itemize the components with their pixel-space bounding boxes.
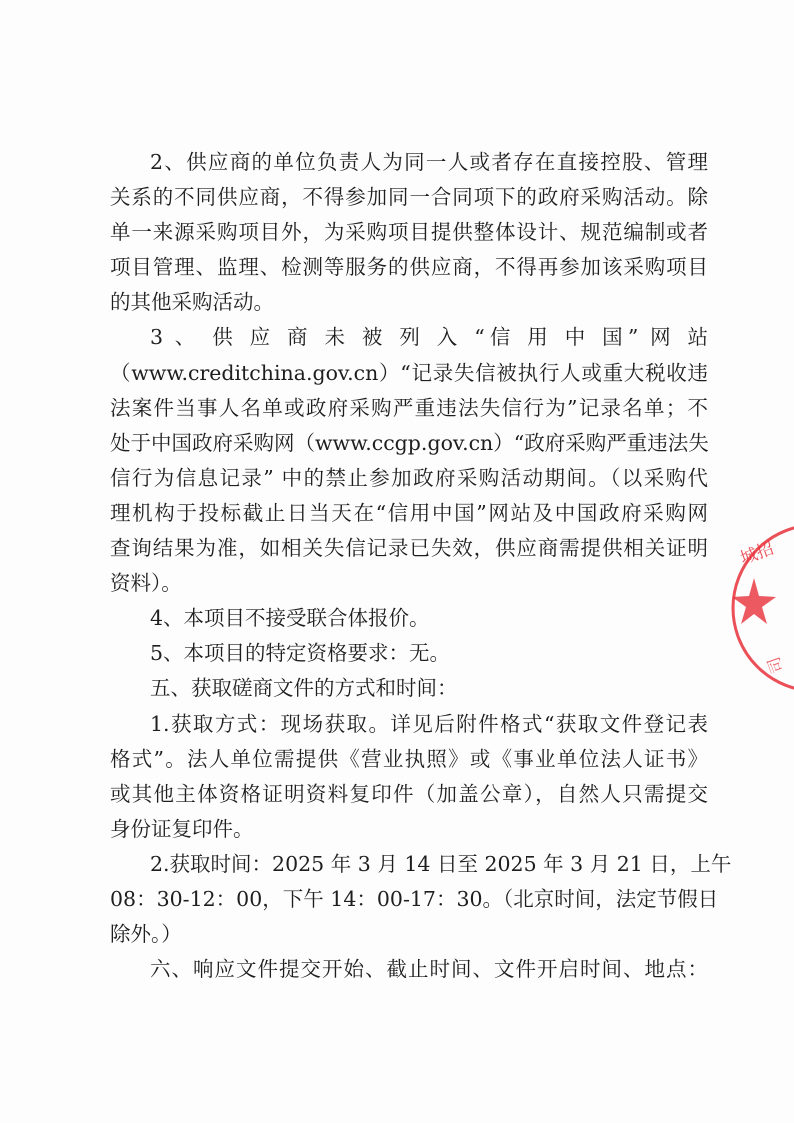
text-line: 理机构于投标截止日当天在“信用中国”网站及中国政府采购网 <box>110 500 708 525</box>
text-line: 关系的不同供应商，不得参加同一合同项下的政府采购活动。除 <box>110 185 708 210</box>
text-line: 单一来源采购项目外，为采购项目提供整体设计、规范编制或者 <box>110 220 708 245</box>
text-line: 格式”。法人单位需提供《营业执照》或《事业单位法人证书》 <box>110 746 708 771</box>
text-line: 08：30-12：00，下午 14：00-17：30。（北京时间，法定节假日 <box>110 886 719 911</box>
text-line: 法案件当事人名单或政府采购严重违法失信行为”记录名单；不 <box>110 395 708 420</box>
text-line: 信行为信息记录” 中的禁止参加政府采购活动期间。（以采购代 <box>110 465 708 490</box>
text-line: 项目管理、监理、检测等服务的供应商，不得再参加该采购项目 <box>110 255 708 280</box>
text-line: 除外。） <box>110 922 182 947</box>
svg-text:城招: 城招 <box>737 538 777 570</box>
text-line: 1.获取方式：现场获取。详见后附件格式“获取文件登记表 <box>150 711 708 736</box>
text-line: 3 、 供 应 商 未 被 列 入 “信 用 中 国” 网 站 <box>150 325 708 350</box>
text-line: 2、供应商的单位负责人为同一人或者存在直接控股、管理 <box>150 150 708 174</box>
section-heading: 六、响应文件提交开始、截止时间、文件开启时间、地点： <box>150 957 708 982</box>
document-body <box>110 145 732 987</box>
svg-text:司: 司 <box>763 654 788 676</box>
text-line: 或其他主体资格证明资料复印件（加盖公章），自然人只需提交 <box>110 781 708 806</box>
text-line: 身份证复印件。 <box>110 816 254 841</box>
text-line: （www.creditchina.gov.cn）“记录失信被执行人或重大税收违 <box>110 360 708 385</box>
seal-icon <box>728 520 794 700</box>
text-line: 资料）。 <box>110 571 182 596</box>
text-line: 的其他采购活动。 <box>110 290 274 315</box>
text-line: 2.获取时间：2025 年 3 月 14 日至 2025 年 3 月 21 日，上午 <box>150 851 732 876</box>
section-heading: 五、获取磋商文件的方式和时间： <box>150 676 458 701</box>
text-line: 4、本项目不接受联合体报价。 <box>150 606 430 631</box>
official-seal <box>728 520 794 700</box>
text-line: 5、本项目的特定资格要求：无。 <box>150 641 451 666</box>
text-line: 查询结果为准，如相关失信记录已失效，供应商需提供相关证明 <box>110 536 708 561</box>
text-line: 处于中国政府采购网（www.ccgp.gov.cn）“政府采购严重违法失 <box>110 430 709 455</box>
